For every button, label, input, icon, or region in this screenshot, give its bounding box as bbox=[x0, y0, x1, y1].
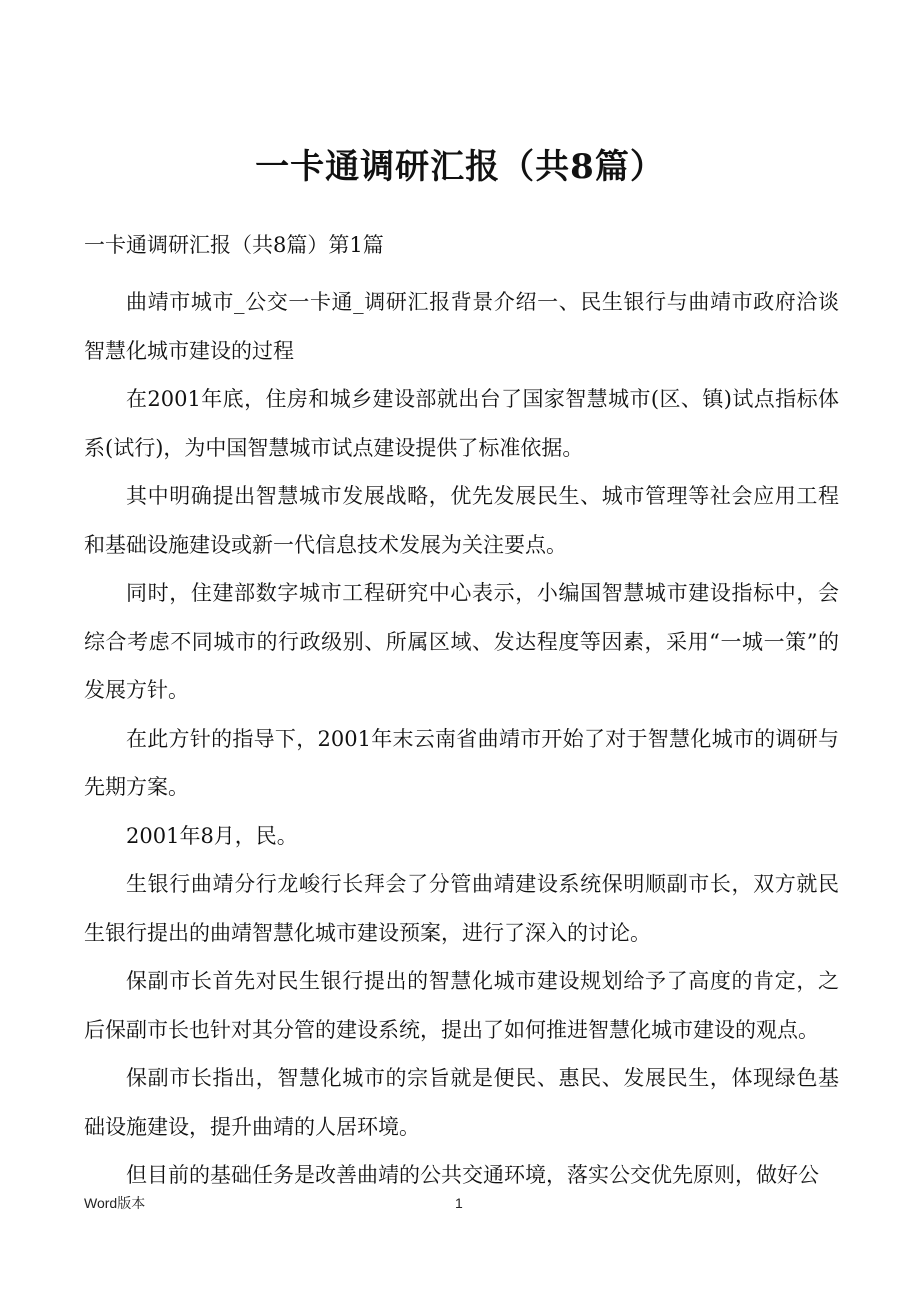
paragraph: 2001年8月，民。 bbox=[126, 823, 298, 848]
footer-label: Word版本 bbox=[84, 1195, 146, 1211]
paragraph: 曲靖市城市_公交一卡通_调研汇报背景介绍一、民生银行与曲靖市政府洽谈智慧化城市建设的过程 bbox=[84, 290, 839, 363]
paragraph: 保副市长首先对民生银行提出的智慧化城市建设规划给予了高度的肯定，之后保副市长也针对其分管的建设系统，提出了如何推进智慧化城市建设的观点。 bbox=[84, 969, 839, 1042]
paragraph: 但目前的基础任务是改善曲靖的公共交通环境，落实公交优先原则，做好公 bbox=[126, 1163, 819, 1187]
document-body bbox=[84, 278, 839, 1200]
page-number: 1 bbox=[455, 1195, 463, 1211]
paragraph: 保副市长指出，智慧化城市的宗旨就是便民、惠民、发展民生，体现绿色基础设施建设，提升曲靖的人居环境。 bbox=[84, 1066, 839, 1139]
paragraph: 其中明确提出智慧城市发展战略，优先发展民生、城市管理等社会应用工程和基础设施建设或新一代信息技术发展为关注要点。 bbox=[84, 484, 839, 557]
paragraph: 同时，住建部数字城市工程研究中心表示，小编国智慧城市建设指标中，会综合考虑不同城市的行政级别、所属区域、发达程度等因素，采用“一城一策”的发展方针。 bbox=[84, 581, 839, 702]
document-subtitle: 一卡通调研汇报（共8篇）第1篇 bbox=[84, 233, 384, 257]
paragraph: 在此方针的指导下，2001年末云南省曲靖市开始了对于智慧化城市的调研与先期方案。 bbox=[84, 726, 839, 799]
document-title: 一卡通调研汇报（共8篇） bbox=[255, 147, 665, 187]
paragraph: 生银行曲靖分行龙峻行长拜会了分管曲靖建设系统保明顺副市长，双方就民生银行提出的曲靖智慧化城市建设预案，进行了深入的讨论。 bbox=[84, 872, 839, 945]
paragraph: 在2001年底，住房和城乡建设部就出台了国家智慧城市(区、镇)试点指标体系(试行)，为中国智慧城市试点建设提供了标准依据。 bbox=[84, 387, 839, 460]
